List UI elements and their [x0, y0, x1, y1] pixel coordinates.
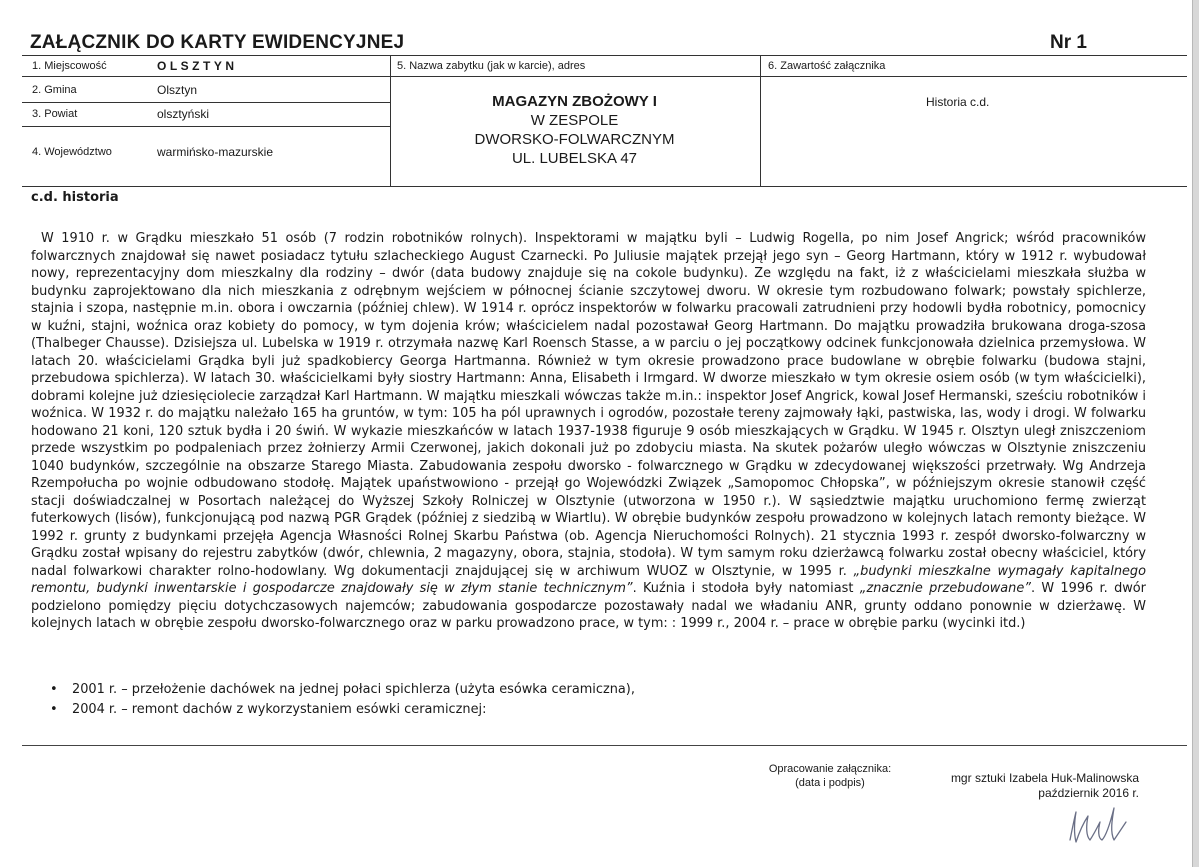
- section-heading: c.d. historia: [31, 190, 119, 205]
- history-text: [31, 230, 1146, 633]
- monument-name-line2: W ZESPOLE: [530, 112, 619, 129]
- history-text-part1: W 1910 r. w Grądku mieszkało 51 osób (7 rodzin robotników rolnych). Inspektorami w majątku byli – Ludwig Rogella, po nim Josef Angrick; wśród pracowników folwarcznych znajdował się nawet posiadacz tytułu szlacheckiego August Czarnecki. Po Juliusie majątek przejął jego syn – Georg Hartmann, który w 1912 r. wybudował nowy, reprezentacyjny dom mieszkalny dla rodziny – dwór (data budowy znajduje się na cokole budynku). Ze względu na fakt, iż z właścicielami mieszkała służba w budynku zaprojektowano dla nich mieszkania z odrębnym wejściem w północnej ścianie szczytowej dworu. W okresie tym rozbudowano folwark; powstały spichlerze, stajnia i szopa, następnie m.in. obora i owczarnia (później chlew). W 1914 r. oprócz inspektorów w folwarku pracowali zatrudnieni przy hodowli bydła robotnicy, pomocnicy w kuźni, stajni, woźnica oraz kobiety do pomocy, w tym dojenia krów; właścicielem nadal pozostawał Georg Hartmann. Do majątku prowadziła brukowana droga-szosa (Thalbeger Chausse). Dzisiejsza ul. Lubelska w 1919 r. otrzymała nazwę Karl Roensch Stasse, a w parciu o jej początkowy odcinek funkcjonowała dzielnica przemysłowa. W latach 20. właścicielami Grądka byli już spadkobiercy Georga Hartmanna. Również w tym okresie prowadzono prace budowlane w obrębie folwarku (budowa stajni, przebudowa spichlerza). W latach 30. właścicielkami były siostry Hartmann: Anna, Elisabeth i Irmgard. W dworze mieszkało w tym okresie osiem osób (w tym właścicielki), dobrami kolejne już dziesięciolecie zarządzał Karl Hartmann. W majątku mieszkali wówczas także m.in.: inspektor Josef Angrick, kowal Josef Hermanski, sześciu robotników i woźnica. W 1932 r. do majątku należało 165 ha gruntów, w tym: 105 ha pól uprawnych i ogrodów, pozostałe tereny zajmowały łąki, pastwiska, las, wody i drogi. W folwarku hodowano 21 koni, 120 sztuk bydła i 20 świń. W wykazie mieszkańców w latach 1937-1938 figuruje 9 osób mieszkających w Grądku. W 1945 r. Olsztyn uległ zniszczeniom przede wszystkim po podpaleniach przez żołnierzy Armii Czerwonej, jakich dokonali już po zdobyciu miasta. Na skutek pożarów uległo wówczas w Olsztynie zniszczeniu 1040 budynków, szczególnie na obszarze Starego Miasta. Zabudowania zespołu dworsko - folwarcznego w Grądku w zdecydowanej większości przetrwały. Wg Andrzeja Rzempołucha po wojnie odbudowano stodołę. Majątek upaństwowiono - przejął go Wojewódzki Związek „Samopomoc Chłopska”, w późniejszym okresie stanowił część stacji doświadczalnej w Posortach należącej do Wyższej Szkoły Rolniczej w Olsztynie (utworzona w 1950 r.). W sąsiedztwie majątku uruchomiono fermę zwierząt futerkowych (lisów), funkcjonującą pod nazwą PGR Grądek (później z siedzibą w Wiartlu). W obrębie budynków zespołu prowadzono w kolejnych latach remonty bieżące. W 1992 r. grunty z budynkami przejęła Agencja Własności Rolnej Skarbu Państwa (ob. Agencja Nieruchomości Rolnych). 21 stycznia 1993 r. zespół dworsko-folwarczny w Grądku został wpisany do rejestru zabytków (dwór, chlewnia, 2 magazyny, obora, stajnia, stodoła). W tym samym roku dzierżawcą folwarku został obecny właściciel, który nadal folwarkowi charakter rolno-hodowlany. Wg dokumentacji znajdującej się w archiwum WUOZ w Olsztynie, w 1995 r.: [31, 231, 1146, 579]
- field-label-wojewodztwo: 4. Województwo: [32, 146, 112, 158]
- row-divider: [22, 126, 390, 127]
- author-block: [951, 771, 1139, 801]
- footer-divider: [22, 745, 1187, 746]
- field-value-powiat: olsztyński: [157, 107, 210, 121]
- field-value-miejscowosc: OLSZTYN: [157, 59, 238, 73]
- field-value-gmina: Olsztyn: [157, 83, 198, 97]
- monument-name-line4: UL. LUBELSKA 47: [511, 150, 638, 167]
- field-label-powiat: 3. Powiat: [32, 108, 78, 120]
- history-quote1: „budynki mieszkalne wymagały kapitalnego remontu, budynki inwentarskie i gospodarcze znajdowały się w złym stanie technicznym”: [31, 563, 1146, 596]
- field-value-wojewodztwo: warmińsko-mazurskie: [157, 145, 274, 159]
- preparation-label: [740, 762, 920, 790]
- scan-edge-line: [1192, 0, 1193, 867]
- field-label-zawartosc: 6. Zawartość załącznika: [768, 60, 886, 72]
- author-name: mgr sztuki Izabela Huk-Malinowska: [950, 771, 1139, 785]
- history-paragraph: [31, 230, 1146, 633]
- monument-name-line3: DWORSKO-FOLWARCZNYM: [474, 131, 675, 148]
- preparation-label-line2: (data i podpis): [795, 777, 865, 789]
- row-divider: [22, 76, 1187, 77]
- preparation-label-line1: Opracowanie załącznika:: [768, 763, 892, 775]
- works-list: [45, 680, 635, 720]
- field-label-nazwa: 5. Nazwa zabytku (jak w karcie), adres: [397, 60, 586, 72]
- handwritten-signature: [1064, 800, 1134, 850]
- history-quote2: „znacznie przebudowane”: [859, 581, 1031, 596]
- list-item: • 2004 r. – remont dachów z wykorzystaniem esówki ceramicznej:: [45, 700, 635, 720]
- list-item: • 2001 r. – przełożenie dachówek na jednej połaci spichlerza (użyta esówka ceramiczna),: [45, 680, 635, 700]
- document-title: ZAŁĄCZNIK DO KARTY EWIDENCYJNEJ: [30, 32, 405, 53]
- history-text-part3: . W 1996 r. dwór podzielono pomiędzy pięciu dotychczasowych najemców; zabudowania gospodarcze pozostawały nadal we władaniu ANR, grunty oddano ponownie w dzierżawę. W kolejnych latach w obrębie zespołu dworsko-folwarcznego oraz w parku prowadzono prace, w tym: : 1999 r., 2004 r. – prace w obrębie parku (wycinki itd.): [31, 581, 1146, 631]
- header-form-table: [22, 55, 1187, 187]
- field-label-gmina: 2. Gmina: [32, 84, 77, 96]
- monument-name-line1: MAGAZYN ZBOŻOWY I: [492, 93, 657, 110]
- author-date: październik 2016 r.: [1038, 786, 1139, 800]
- row-divider: [22, 102, 390, 103]
- field-value-zawartosc: Historia c.d.: [926, 95, 990, 109]
- scan-edge: [1193, 0, 1199, 867]
- monument-name: [402, 92, 747, 168]
- field-label-miejscowosc: 1. Miejscowość: [32, 60, 107, 72]
- attachment-number: Nr 1: [1050, 32, 1087, 53]
- history-text-part2: . Kuźnia i stodoła były natomiast: [632, 581, 854, 596]
